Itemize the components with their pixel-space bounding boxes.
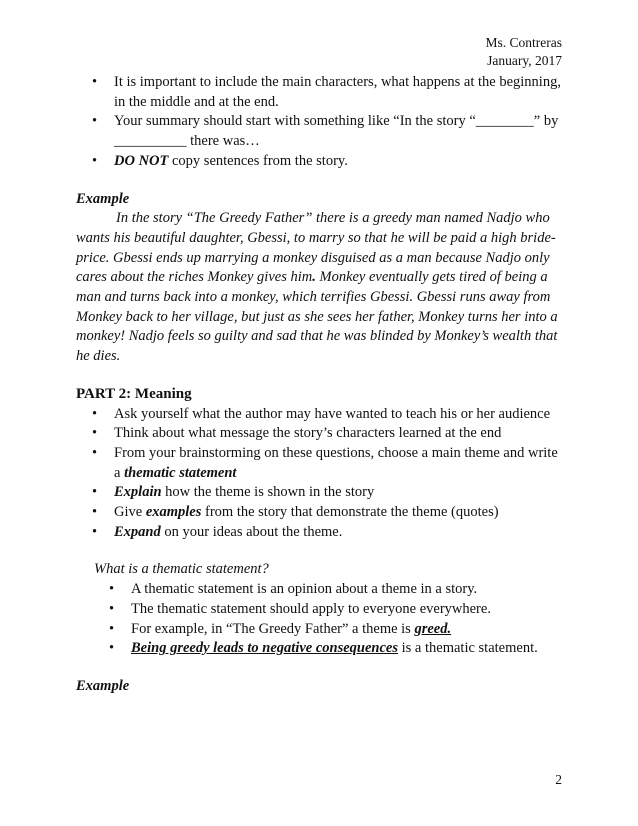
page-number: 2 [555, 772, 562, 787]
emphasis: greed. [414, 620, 452, 637]
header [486, 34, 563, 70]
list-item: • The thematic statement should apply to everyone everywhere. [76, 600, 566, 620]
document-body [76, 73, 566, 697]
list-item: • It is important to include the main characters, what happens at the beginning, in the middle and at the end. [76, 73, 566, 112]
emphasis: Explain [114, 484, 162, 501]
emphasis: thematic statement [124, 464, 237, 481]
list-item: • DO NOT copy sentences from the story. [76, 152, 566, 172]
example-heading: Example [76, 190, 130, 207]
list-item: • For example, in “The Greedy Father” a theme is greed. [76, 620, 566, 640]
emphasis: examples [145, 504, 202, 521]
list-item: • Being greedy leads to negative consequences is a thematic statement. [76, 639, 566, 659]
list-item: • Explain how the theme is shown in the story [76, 483, 566, 503]
thematic-list [76, 580, 566, 659]
thematic-question: What is a thematic statement? [94, 561, 269, 578]
list-item: • A thematic statement is an opinion about a theme in a story. [76, 580, 566, 600]
list-item: • From your brainstorming on these questions, choose a main theme and write a thematic statement [76, 444, 566, 483]
emphasis: Being greedy leads to negative consequences [131, 640, 398, 657]
list-item: • Ask yourself what the author may have wanted to teach his or her audience [76, 405, 566, 425]
meaning-list [76, 405, 566, 543]
summary-instructions-list [76, 73, 566, 172]
emphasis: Expand [114, 523, 161, 540]
header-date: January, 2017 [487, 53, 562, 68]
section-heading: PART 2: Meaning [76, 385, 192, 402]
example-paragraph: In the story “The Greedy Father” there is a greedy man named Nadjo who wants his beautiful daughter, Gbessi, to marry so that he will be paid a high bride-price. Gbessi ends up marrying a monkey disguised as a man because Nadjo only cares about the riches Monkey gives him. Monkey eventually gets tired of being a man and turns back into a monkey, which terrifies Gbessi. Gbessi runs away from Monkey back to her village, but just as she sees her father, Monkey turns her into a monkey! Nadjo feels so guilty and sad that he was blinded by Monkey’s wealth that he dies. [76, 210, 558, 365]
list-item: • Your summary should start with something like “In the story “________” by __________ there was… [76, 112, 566, 151]
example-heading: Example [76, 677, 130, 694]
emphasis: DO NOT [114, 152, 169, 169]
list-item: • Expand on your ideas about the theme. [76, 523, 566, 543]
teacher-name: Ms. Contreras [485, 35, 562, 50]
list-item: • Think about what message the story’s characters learned at the end [76, 424, 566, 444]
list-item: • Give examples from the story that demonstrate the theme (quotes) [76, 503, 566, 523]
